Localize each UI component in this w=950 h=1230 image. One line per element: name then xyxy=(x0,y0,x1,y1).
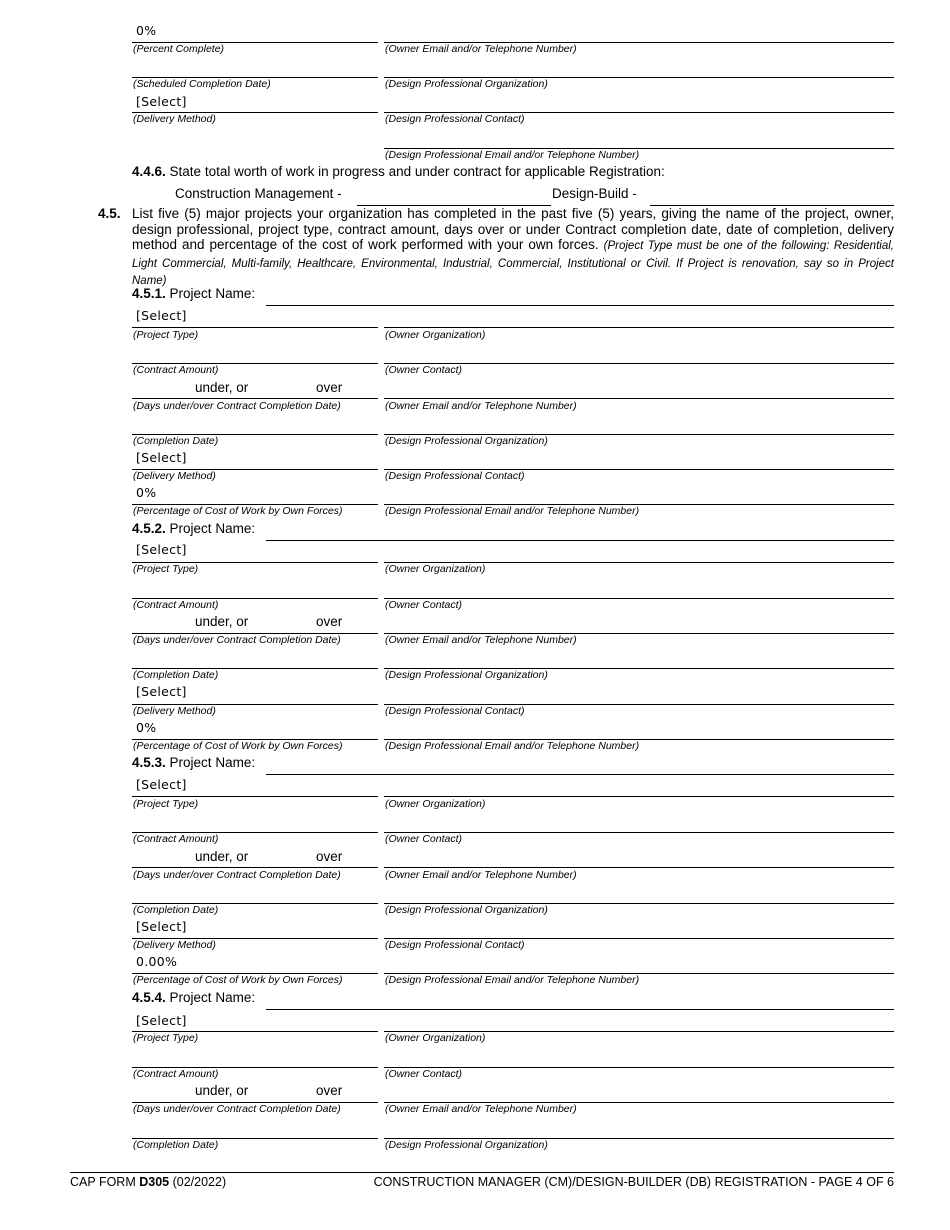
completion-date-caption: (Completion Date) xyxy=(133,1139,219,1151)
question-4-4-6-text: State total worth of work in progress and under contract for applicable Registration: xyxy=(169,164,665,179)
percent-complete-value[interactable]: 0% xyxy=(136,23,157,38)
owner-email-caption: (Owner Email and/or Telephone Number) xyxy=(385,1103,577,1115)
project-name-input[interactable] xyxy=(266,305,894,306)
design-contact-caption: (Design Professional Contact) xyxy=(385,939,525,951)
under-label: under, or xyxy=(195,1083,249,1098)
pct-own-forces-caption: (Percentage of Cost of Work by Own Forces) xyxy=(133,505,343,517)
design-contact-caption: (Design Professional Contact) xyxy=(385,113,525,125)
delivery-method-select[interactable]: [Select] xyxy=(136,450,187,465)
owner-email-input[interactable] xyxy=(384,398,894,399)
delivery-method-caption: (Delivery Method) xyxy=(133,113,216,125)
contract-amount-caption: (Contract Amount) xyxy=(133,833,219,845)
project-name-label: 4.5.4. Project Name: xyxy=(132,990,256,1005)
project-name-input[interactable] xyxy=(266,540,894,541)
owner-email-input[interactable] xyxy=(384,867,894,868)
owner-email-caption: (Owner Email and/or Telephone Number) xyxy=(385,869,577,881)
project-type-line xyxy=(132,327,378,328)
project-name-label: 4.5.1. Project Name: xyxy=(132,286,256,301)
project-type-caption: (Project Type) xyxy=(133,329,199,341)
delivery-method-caption: (Delivery Method) xyxy=(133,470,216,482)
pct-own-forces-value[interactable]: 0.00% xyxy=(136,954,178,969)
owner-org-caption: (Owner Organization) xyxy=(385,329,486,341)
project-type-caption: (Project Type) xyxy=(133,563,199,575)
owner-org-input[interactable] xyxy=(384,796,894,797)
project-type-select[interactable]: [Select] xyxy=(136,542,187,557)
days-caption: (Days under/over Contract Completion Date) xyxy=(133,869,341,881)
pct-own-forces-value[interactable]: 0% xyxy=(136,485,157,500)
delivery-method-caption: (Delivery Method) xyxy=(133,705,216,717)
completion-date-caption: (Completion Date) xyxy=(133,435,219,447)
contract-amount-caption: (Contract Amount) xyxy=(133,1068,219,1080)
under-label: under, or xyxy=(195,380,249,395)
owner-contact-caption: (Owner Contact) xyxy=(385,599,463,611)
owner-org-caption: (Owner Organization) xyxy=(385,1032,486,1044)
pct-own-forces-caption: (Percentage of Cost of Work by Own Forces) xyxy=(133,974,343,986)
owner-org-input[interactable] xyxy=(384,327,894,328)
project-type-line xyxy=(132,796,378,797)
cm-worth-label: Construction Management - xyxy=(175,186,342,201)
design-org-caption: (Design Professional Organization) xyxy=(385,435,548,447)
footer-form-id: CAP FORM D305 (02/2022) xyxy=(70,1175,227,1189)
days-caption: (Days under/over Contract Completion Date) xyxy=(133,634,341,646)
design-email-caption: (Design Professional Email and/or Telephone Number) xyxy=(385,505,640,517)
scheduled-completion-caption: (Scheduled Completion Date) xyxy=(133,78,271,90)
project-type-select[interactable]: [Select] xyxy=(136,308,187,323)
over-label: over xyxy=(316,380,343,395)
owner-contact-caption: (Owner Contact) xyxy=(385,833,463,845)
delivery-method-caption: (Delivery Method) xyxy=(133,939,216,951)
question-4-5-body: List five (5) major projects your organization has completed in the past five (5) years, giving the name of the project, owner, design professional, project type, contract amount, days over or under Contract completion date, date of completion, delivery method and percentage of the cost of work performed with your own forces. xyxy=(132,206,894,252)
project-type-select[interactable]: [Select] xyxy=(136,777,187,792)
project-name-input[interactable] xyxy=(266,774,894,775)
owner-org-caption: (Owner Organization) xyxy=(385,563,486,575)
owner-contact-caption: (Owner Contact) xyxy=(385,1068,463,1080)
design-email-caption: (Design Professional Email and/or Telephone Number) xyxy=(385,974,640,986)
delivery-method-select[interactable]: [Select] xyxy=(136,684,187,699)
contract-amount-caption: (Contract Amount) xyxy=(133,599,219,611)
owner-email-caption: (Owner Email and/or Telephone Number) xyxy=(385,43,577,55)
pct-own-forces-caption: (Percentage of Cost of Work by Own Forces) xyxy=(133,740,343,752)
design-org-caption: (Design Professional Organization) xyxy=(385,669,548,681)
delivery-method-select[interactable]: [Select] xyxy=(136,919,187,934)
project-type-caption: (Project Type) xyxy=(133,1032,199,1044)
question-4-5-note: (Project Type must be one of the following: Residential, Light Commercial, Multi-family, Healthcare, Environmental, Industrial, Commercial, Institutional or Civil. If Project is renovation, say so in Project Name) xyxy=(132,240,894,287)
owner-email-caption: (Owner Email and/or Telephone Number) xyxy=(385,634,577,646)
pct-own-forces-value[interactable]: 0% xyxy=(136,720,157,735)
owner-contact-caption: (Owner Contact) xyxy=(385,364,463,376)
days-caption: (Days under/over Contract Completion Date) xyxy=(133,1103,341,1115)
days-line xyxy=(132,867,378,868)
project-name-label: 4.5.2. Project Name: xyxy=(132,521,256,536)
question-4-5-text xyxy=(132,206,894,290)
project-type-select[interactable]: [Select] xyxy=(136,1013,187,1028)
question-4-5-number: 4.5. xyxy=(98,206,121,221)
question-4-4-6-number: 4.4.6. xyxy=(132,164,166,179)
footer-page-info: CONSTRUCTION MANAGER (CM)/DESIGN-BUILDER (DB) REGISTRATION - PAGE 4 OF 6 xyxy=(373,1175,894,1189)
percent-complete-caption: (Percent Complete) xyxy=(133,43,225,55)
completion-date-caption: (Completion Date) xyxy=(133,669,219,681)
design-contact-caption: (Design Professional Contact) xyxy=(385,705,525,717)
question-4-4-6 xyxy=(132,164,665,179)
db-worth-label: Design-Build - xyxy=(552,186,637,201)
days-line xyxy=(132,398,378,399)
design-contact-caption: (Design Professional Contact) xyxy=(385,470,525,482)
over-label: over xyxy=(316,849,343,864)
over-label: over xyxy=(316,614,343,629)
owner-org-caption: (Owner Organization) xyxy=(385,798,486,810)
completion-date-caption: (Completion Date) xyxy=(133,904,219,916)
project-name-label: 4.5.3. Project Name: xyxy=(132,755,256,770)
design-org-caption: (Design Professional Organization) xyxy=(385,1139,548,1151)
contract-amount-caption: (Contract Amount) xyxy=(133,364,219,376)
footer-rule xyxy=(70,1172,894,1173)
project-type-caption: (Project Type) xyxy=(133,798,199,810)
design-email-caption: (Design Professional Email and/or Telephone Number) xyxy=(385,740,640,752)
under-label: under, or xyxy=(195,849,249,864)
delivery-method-select[interactable]: [Select] xyxy=(136,94,187,109)
under-label: under, or xyxy=(195,614,249,629)
design-email-caption: (Design Professional Email and/or Telephone Number) xyxy=(385,149,640,161)
days-caption: (Days under/over Contract Completion Date) xyxy=(133,400,341,412)
over-label: over xyxy=(316,1083,343,1098)
owner-email-caption: (Owner Email and/or Telephone Number) xyxy=(385,400,577,412)
design-org-caption: (Design Professional Organization) xyxy=(385,78,548,90)
project-name-input[interactable] xyxy=(266,1009,894,1010)
design-org-caption: (Design Professional Organization) xyxy=(385,904,548,916)
